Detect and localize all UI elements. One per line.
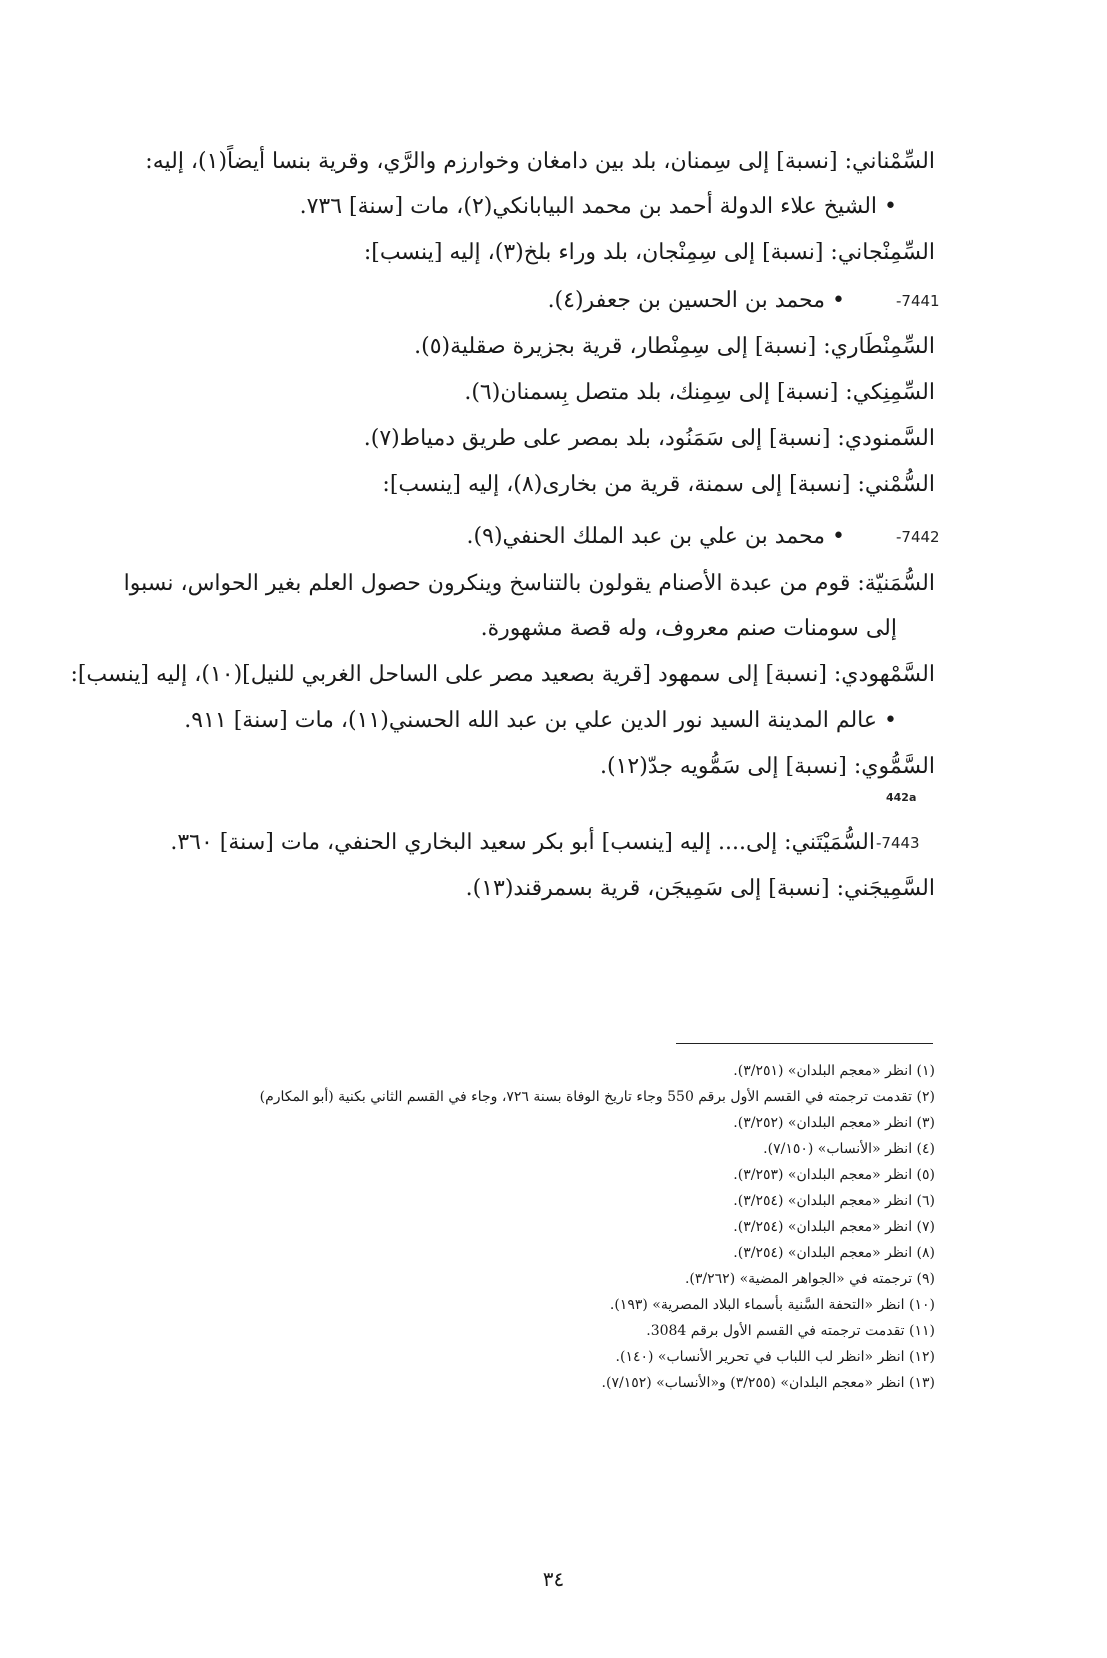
footnote: (١٠) انظر «التحفة السَّنية بأسماء البلاد المصرية» (١٩٣). bbox=[609, 1297, 935, 1313]
entry-line: السِّمِنْطَاري: [نسبة] إلى سِمِنْطار، قرية بجزيرة صقلية(٥). bbox=[414, 334, 935, 359]
footnote: (٢) تقدمت ترجمته في القسم الأول برقم 550 وجاء تاريخ الوفاة بسنة ٧٢٦، وجاء في القسم الثاني بكنية (أبو المكارم) bbox=[259, 1089, 935, 1105]
folio-marker: 442a bbox=[886, 791, 917, 804]
entry-line: السِّمِنِكي: [نسبة] إلى سِمِنك، بلد متصل بِسمنان(٦). bbox=[464, 380, 935, 405]
entry-line: • الشيخ علاء الدولة أحمد بن محمد البيابانكي(٢)، مات [سنة] ٧٣٦. bbox=[299, 194, 897, 219]
footnote: (٦) انظر «معجم البلدان» (٣/٢٥٤). bbox=[733, 1193, 935, 1209]
entry-line: السُّمَيْتَني: إلى.... إليه [ينسب] أبو بكر سعيد البخاري الحنفي، مات [سنة] ٣٦٠. bbox=[170, 830, 875, 855]
entry-line: السِّمْناني: [نسبة] إلى سِمنان، بلد بين دامغان وخوارزم والرَّي، وقرية بنسا أيضاً(١)، إليه: bbox=[145, 149, 935, 174]
entry-line: السَّمْهودي: [نسبة] إلى سمهود [قرية بصعيد مصر على الساحل الغربي للنيل](١٠)، إليه [ينسب]: bbox=[70, 662, 935, 687]
entry-line: السَّمِيجَني: [نسبة] إلى سَمِيجَن، قرية بسمرقند(١٣). bbox=[465, 876, 935, 901]
entry-line: • عالم المدينة السيد نور الدين علي بن عبد الله الحسني(١١)، مات [سنة] ٩١١. bbox=[184, 708, 897, 733]
entry-line: السُّمْني: [نسبة] إلى سمنة، قرية من بخارى(٨)، إليه [ينسب]: bbox=[382, 472, 935, 497]
entry-line: السَّمنودي: [نسبة] إلى سَمَنُود، بلد بمصر على طريق دمياط(٧). bbox=[363, 426, 935, 451]
footnote: (١٣) انظر «معجم البلدان» (٣/٢٥٥) و«الأنساب» (٧/١٥٢). bbox=[601, 1375, 935, 1391]
footnote: (٩) ترجمته في «الجواهر المضية» (٣/٢٦٢). bbox=[684, 1271, 935, 1287]
entry-line: إلى سومنات صنم معروف، وله قصة مشهورة. bbox=[480, 616, 897, 641]
entry-number: -7442 bbox=[896, 528, 940, 546]
footnote: (٣) انظر «معجم البلدان» (٣/٢٥٢). bbox=[733, 1115, 935, 1131]
footnote: (٨) انظر «معجم البلدان» (٣/٢٥٤). bbox=[733, 1245, 935, 1261]
footnote: (٥) انظر «معجم البلدان» (٣/٢٥٣). bbox=[733, 1167, 935, 1183]
entry-line: السَّمُّوي: [نسبة] إلى سَمُّويه جدّ(١٢). bbox=[599, 754, 935, 779]
entry-line: السُّمَنيّة: قوم من عبدة الأصنام يقولون بالتناسخ وينكرون حصول العلم بغير الحواس، نسبوا bbox=[123, 571, 935, 596]
entry-number: -7443 bbox=[876, 834, 920, 852]
entry-number: -7441 bbox=[896, 292, 940, 310]
footnote: (٤) انظر «الأنساب» (٧/١٥٠). bbox=[763, 1141, 935, 1157]
footnote: (١٢) انظر «انظر لب اللباب في تحرير الأنساب» (١٤٠). bbox=[615, 1349, 935, 1365]
entry-line: • محمد بن علي بن عبد الملك الحنفي(٩). bbox=[466, 524, 845, 549]
footnote: (١١) تقدمت ترجمته في القسم الأول برقم 3084. bbox=[646, 1323, 935, 1339]
page-number: ٣٤ bbox=[542, 1567, 565, 1591]
entry-line: السِّمِنْجاني: [نسبة] إلى سِمِنْجان، بلد وراء بلخ(٣)، إليه [ينسب]: bbox=[363, 240, 935, 265]
footnote: (٧) انظر «معجم البلدان» (٣/٢٥٤). bbox=[733, 1219, 935, 1235]
entry-line: • محمد بن الحسين بن جعفر(٤). bbox=[547, 288, 845, 313]
footnote-separator bbox=[676, 1043, 933, 1044]
footnote: (١) انظر «معجم البلدان» (٣/٢٥١). bbox=[733, 1063, 935, 1079]
